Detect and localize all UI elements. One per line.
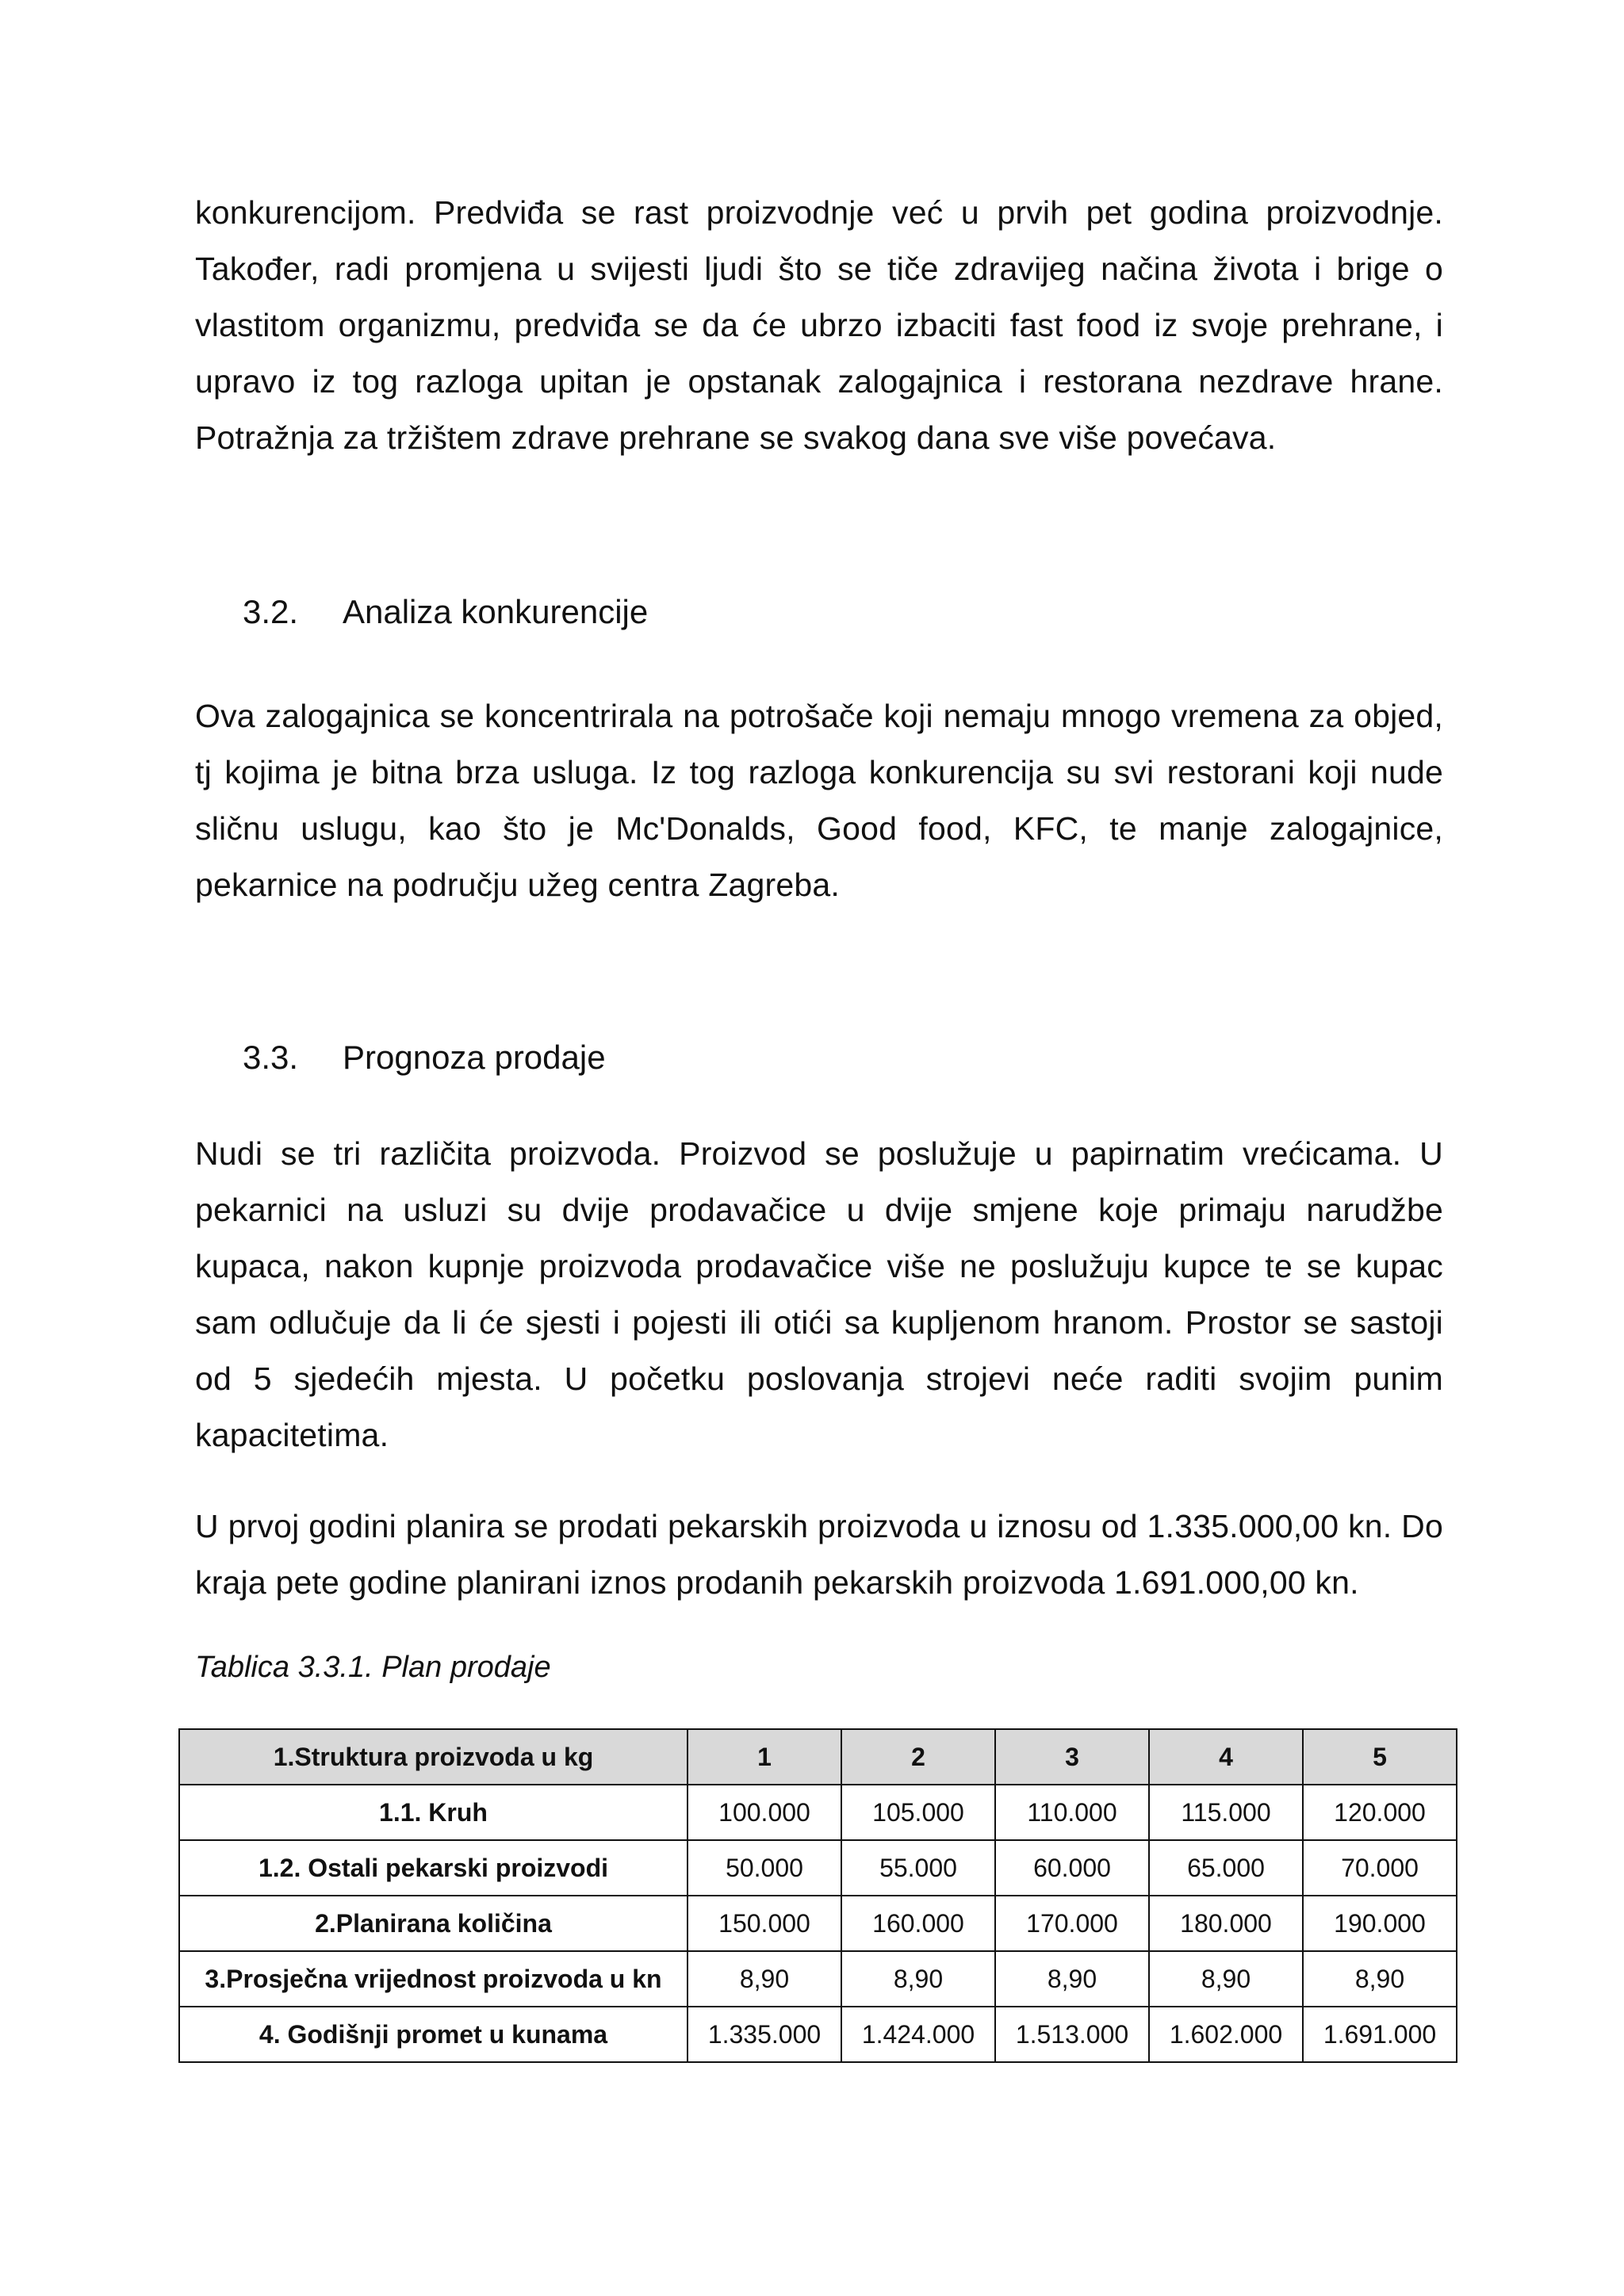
sales-plan-table xyxy=(178,1728,1457,2063)
table-cell: 160.000 xyxy=(841,1896,995,1951)
table-cell: 8,90 xyxy=(995,1951,1149,2007)
table-cell: 8,90 xyxy=(688,1951,841,2007)
table-row xyxy=(179,1896,1457,1951)
table-cell: 55.000 xyxy=(841,1840,995,1896)
table-header-cell: 5 xyxy=(1303,1729,1457,1785)
table-cell: 110.000 xyxy=(995,1785,1149,1840)
table-cell: 8,90 xyxy=(1303,1951,1457,2007)
table-cell: 180.000 xyxy=(1149,1896,1303,1951)
paragraph-competition: Ova zalogajnica se koncentrirala na potrošače koji nemaju mnogo vremena za objed, tj kojima je bitna brza usluga. Iz tog razloga konkurencija su svi restorani koji nude sličnu uslugu, kao što je Mc'Donalds, Good food, KFC, te manje zalogajnice, pekarnice na području užeg centra Zagreba. xyxy=(195,698,1443,903)
table-row-label: 2.Planirana količina xyxy=(179,1896,688,1951)
table-row-label: 4. Godišnji promet u kunama xyxy=(179,2007,688,2062)
table-cell: 8,90 xyxy=(1149,1951,1303,2007)
table-cell: 190.000 xyxy=(1303,1896,1457,1951)
table-cell: 150.000 xyxy=(688,1896,841,1951)
table-row xyxy=(179,1840,1457,1896)
table-cell: 1.513.000 xyxy=(995,2007,1149,2062)
table-cell: 1.691.000 xyxy=(1303,2007,1457,2062)
table-cell: 1.602.000 xyxy=(1149,2007,1303,2062)
table-cell: 70.000 xyxy=(1303,1840,1457,1896)
table-cell: 115.000 xyxy=(1149,1785,1303,1840)
section-number: 3.2. xyxy=(243,593,299,630)
table-row-label: 1.1. Kruh xyxy=(179,1785,688,1840)
table-header-cell: 1.Struktura proizvoda u kg xyxy=(179,1729,688,1785)
table-cell: 100.000 xyxy=(688,1785,841,1840)
table-row-label: 3.Prosječna vrijednost proizvoda u kn xyxy=(179,1951,688,2007)
section-number: 3.3. xyxy=(243,1039,299,1076)
table-header-cell: 1 xyxy=(688,1729,841,1785)
section-title: Analiza konkurencije xyxy=(343,593,649,630)
paragraph-market-trend: konkurencijom. Predviđa se rast proizvodnje već u prvih pet godina proizvodnje. Također, radi promjena u svijesti ljudi što se tiče zdravijeg načina života i brige o vlastitom organizmu, predviđa se da će ubrzo izbaciti fast food iz svoje prehrane, i upravo iz tog razloga upitan je opstanak zalogajnica i restorana nezdrave hrane. Potražnja za tržištem zdrave prehrane se svakog dana sve više povećava. xyxy=(195,194,1443,456)
paragraph-products: Nudi se tri različita proizvoda. Proizvod se poslužuje u papirnatim vrećicama. U pekarnici na usluzi su dvije prodavačice u dvije smjene koje primaju narudžbe kupaca, nakon kupnje proizvoda prodavačice više ne poslužuju kupce te se kupac sam odlučuje da li će sjesti i pojesti ili otići sa kupljenom hranom. Prostor se sastoji od 5 sjedećih mjesta. U početku poslovanja strojevi neće raditi svojim punim kapacitetima. xyxy=(195,1135,1443,1453)
table-header-cell: 4 xyxy=(1149,1729,1303,1785)
table-cell: 50.000 xyxy=(688,1840,841,1896)
table-header-cell: 2 xyxy=(841,1729,995,1785)
table-cell: 105.000 xyxy=(841,1785,995,1840)
table-header-cell: 3 xyxy=(995,1729,1149,1785)
table-cell: 8,90 xyxy=(841,1951,995,2007)
section-title: Prognoza prodaje xyxy=(343,1039,606,1076)
table-row xyxy=(179,1951,1457,2007)
table-cell: 1.424.000 xyxy=(841,2007,995,2062)
table-row-label: 1.2. Ostali pekarski proizvodi xyxy=(179,1840,688,1896)
paragraph-sales-plan: U prvoj godini planira se prodati pekarskih proizvoda u iznosu od 1.335.000,00 kn. Do kraja pete godine planirani iznos prodanih pekarskih proizvoda 1.691.000,00 kn. xyxy=(195,1508,1443,1601)
table-caption: Tablica 3.3.1. Plan prodaje xyxy=(195,1651,551,1684)
table-header-row xyxy=(179,1729,1457,1785)
section-heading-competition xyxy=(243,588,648,636)
table-row xyxy=(179,2007,1457,2062)
section-heading-sales-forecast xyxy=(243,1034,606,1081)
table-cell: 65.000 xyxy=(1149,1840,1303,1896)
table-cell: 170.000 xyxy=(995,1896,1149,1951)
table-cell: 1.335.000 xyxy=(688,2007,841,2062)
table-cell: 120.000 xyxy=(1303,1785,1457,1840)
table-cell: 60.000 xyxy=(995,1840,1149,1896)
table-row xyxy=(179,1785,1457,1840)
